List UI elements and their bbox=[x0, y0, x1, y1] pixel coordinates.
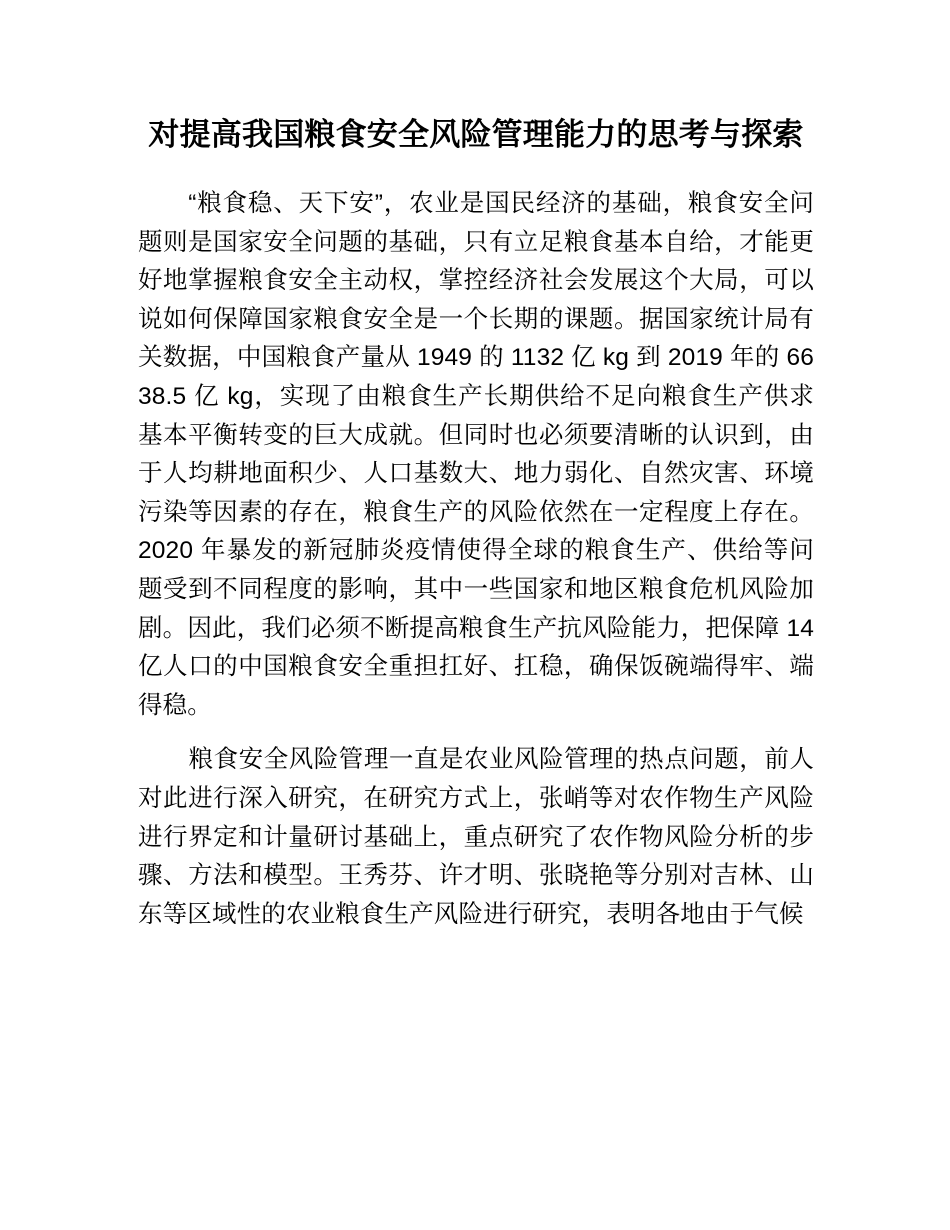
body-paragraph-1 bbox=[138, 185, 814, 725]
paragraph-1-text: “粮食稳、天下安”，农业是国民经济的基础，粮食安全问题则是国家安全问题的基础，只有立足粮食基本自给，才能更好地掌握粮食安全主动权，掌控经济社会发展这个大局，可以说如何保障国家粮食安全是一个长期的课题。据国家统计局有关数据，中国粮食产量从 1949 的 1132 亿 kg 到 2019 年的 6638.5 亿 kg，实现了由粮食生产长期供给不足向粮食生产供求基本平衡转变的巨大成就。但同时也必须要清晰的认识到，由于人均耕地面积少、人口基数大、地力弱化、自然灾害、环境污染等因素的存在，粮食生产的风险依然在一定程度上存在。2020 年暴发的新冠肺炎疫情使得全球的粮食生产、供给等问题受到不同程度的影响，其中一些国家和地区粮食危机风险加剧。因此，我们必须不断提高粮食生产抗风险能力，把保障 14 亿人口的中国粮食安全重担扛好、扛稳，确保饭碗端得牢、端得稳。 bbox=[138, 190, 814, 719]
page-content-area bbox=[138, 0, 814, 934]
page-title: 对提高我国粮食安全风险管理能力的思考与探索 bbox=[148, 117, 804, 152]
paragraph-2-text: 粮食安全风险管理一直是农业风险管理的热点问题，前人对此进行深入研究，在研究方式上，张峭等对农作物生产风险进行界定和计量研讨基础上，重点研究了农作物风险分析的步骤、方法和模型。王秀芬、许才明、张晓艳等分别对吉林、山东等区域性的农业粮食生产风险进行研究，表明各地由于气候 bbox=[138, 746, 814, 928]
body-paragraph-2 bbox=[138, 741, 814, 934]
